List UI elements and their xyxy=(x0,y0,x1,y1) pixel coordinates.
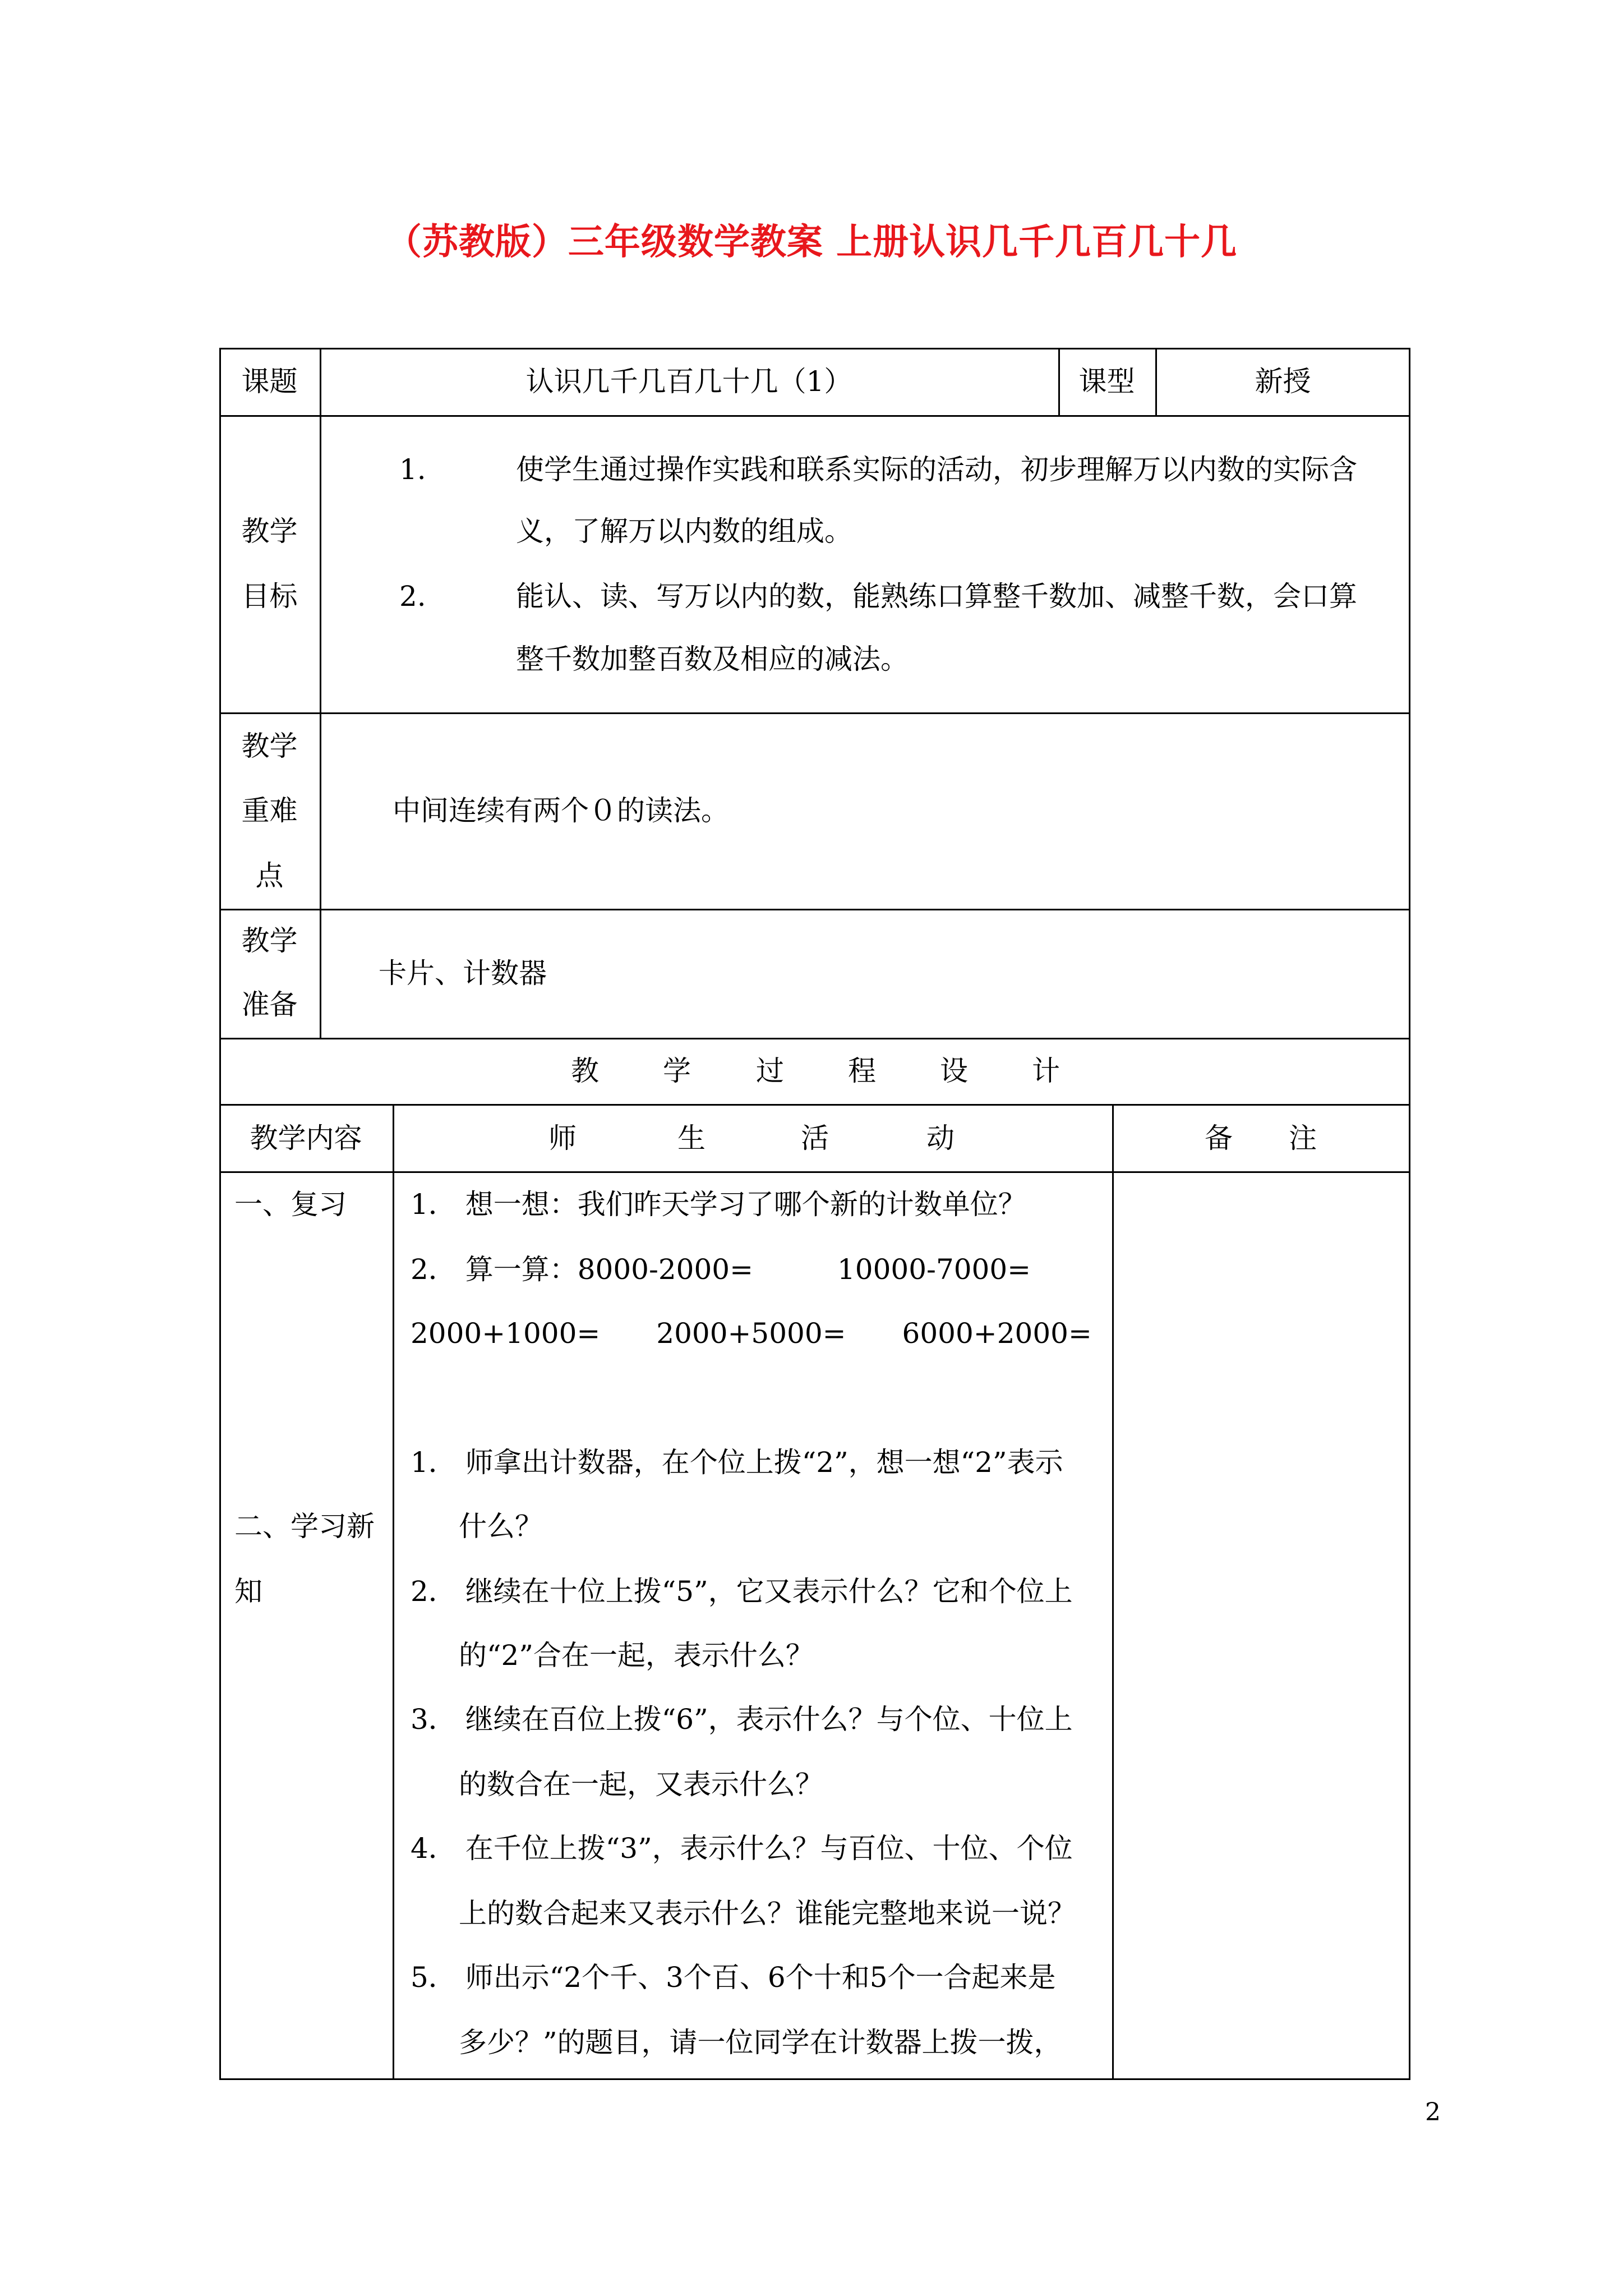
topic-value: 认识几千几百几十几（1） xyxy=(525,365,852,398)
difficulty-text: 中间连续有两个０的读法。 xyxy=(393,794,729,827)
label-difficulty-3: 点 xyxy=(255,859,284,892)
label-difficulty-2: 重难 xyxy=(241,794,298,827)
page-number: 2 xyxy=(1425,2098,1441,2127)
row-divider xyxy=(219,415,1410,417)
goal-line: 义，了解万以内数的组成。 xyxy=(516,515,852,547)
col-header-activity-char: 活 xyxy=(801,1122,829,1154)
prep-text: 卡片、计数器 xyxy=(379,957,547,990)
section-new-label-2: 知 xyxy=(234,1575,262,1608)
section-new-label-1: 二、学习新 xyxy=(234,1510,375,1543)
activity-line: 4． 在千位上拨“3”，表示什么？与百位、十位、个位 xyxy=(411,1832,1073,1865)
row-divider xyxy=(219,1171,1410,1173)
document-title: （苏教版）三年级数学教案 上册认识几千几百几十几 xyxy=(385,222,1238,263)
goal-line: 使学生通过操作实践和联系实际的活动，初步理解万以内数的实际含 xyxy=(516,453,1357,486)
label-topic: 课题 xyxy=(241,365,298,398)
col-header-activity-char: 动 xyxy=(926,1122,955,1154)
process-title-char: 设 xyxy=(940,1055,968,1087)
label-prep-2: 准备 xyxy=(241,988,298,1021)
activity-line: 5． 师出示“2个千、3个百、6个十和5个一合起来是 xyxy=(411,1961,1056,1994)
goal-line: 整千数加整百数及相应的减法。 xyxy=(516,643,909,675)
activity-line: 2000+1000= 2000+5000= 6000+2000= xyxy=(411,1317,1092,1350)
process-title-char: 程 xyxy=(848,1055,876,1087)
goal-number: 1. xyxy=(399,453,426,486)
row-divider xyxy=(219,712,1410,714)
row-divider xyxy=(219,909,1410,910)
activity-line: 1． 师拿出计数器，在个位上拨“2”，想一想“2”表示 xyxy=(411,1446,1063,1479)
col-divider xyxy=(393,1104,394,2080)
lesson-type-value: 新授 xyxy=(1255,365,1311,398)
label-goals-2: 目标 xyxy=(241,580,298,613)
col-header-activity-char: 师 xyxy=(548,1122,577,1154)
activity-line: 3． 继续在百位上拨“6”，表示什么？与个位、十位上 xyxy=(411,1703,1073,1736)
col-header-activity-char: 生 xyxy=(677,1122,706,1154)
label-difficulty-1: 教学 xyxy=(241,730,298,762)
activity-line: 2． 算一算：8000-2000= 10000-7000= xyxy=(411,1253,1031,1286)
goal-line: 能认、读、写万以内的数，能熟练口算整千数加、减整千数，会口算 xyxy=(516,580,1357,613)
activity-line: 上的数合起来又表示什么？谁能完整地来说一说？ xyxy=(459,1897,1076,1930)
activity-line: 2． 继续在十位上拨“5”，它又表示什么？它和个位上 xyxy=(411,1575,1073,1608)
col-divider xyxy=(1112,1104,1114,2080)
activity-line: 什么？ xyxy=(459,1510,543,1543)
label-goals-1: 教学 xyxy=(241,515,298,547)
activity-line: 的“2”合在一起，表示什么？ xyxy=(459,1639,814,1672)
process-title-char: 计 xyxy=(1032,1055,1060,1087)
label-lesson-type: 课型 xyxy=(1078,365,1135,398)
activity-line: 多少？”的题目，请一位同学在计数器上拨一拨， xyxy=(459,2026,1062,2059)
col-header-notes-char: 备 xyxy=(1205,1122,1233,1154)
row-divider xyxy=(219,1104,1410,1106)
process-title-char: 学 xyxy=(663,1055,691,1087)
col-header-content: 教学内容 xyxy=(250,1122,362,1154)
activity-line: 1． 想一想：我们昨天学习了哪个新的计数单位？ xyxy=(411,1188,1026,1221)
process-title-char: 教 xyxy=(571,1055,599,1087)
col-divider xyxy=(320,348,321,1038)
col-header-notes-char: 注 xyxy=(1289,1122,1317,1154)
process-title-char: 过 xyxy=(756,1055,784,1087)
goal-number: 2. xyxy=(399,580,426,613)
row-divider xyxy=(219,1038,1410,1039)
section-review-label: 一、复习 xyxy=(234,1188,347,1221)
activity-line: 的数合在一起，又表示什么？ xyxy=(459,1768,823,1801)
label-prep-1: 教学 xyxy=(241,924,298,957)
